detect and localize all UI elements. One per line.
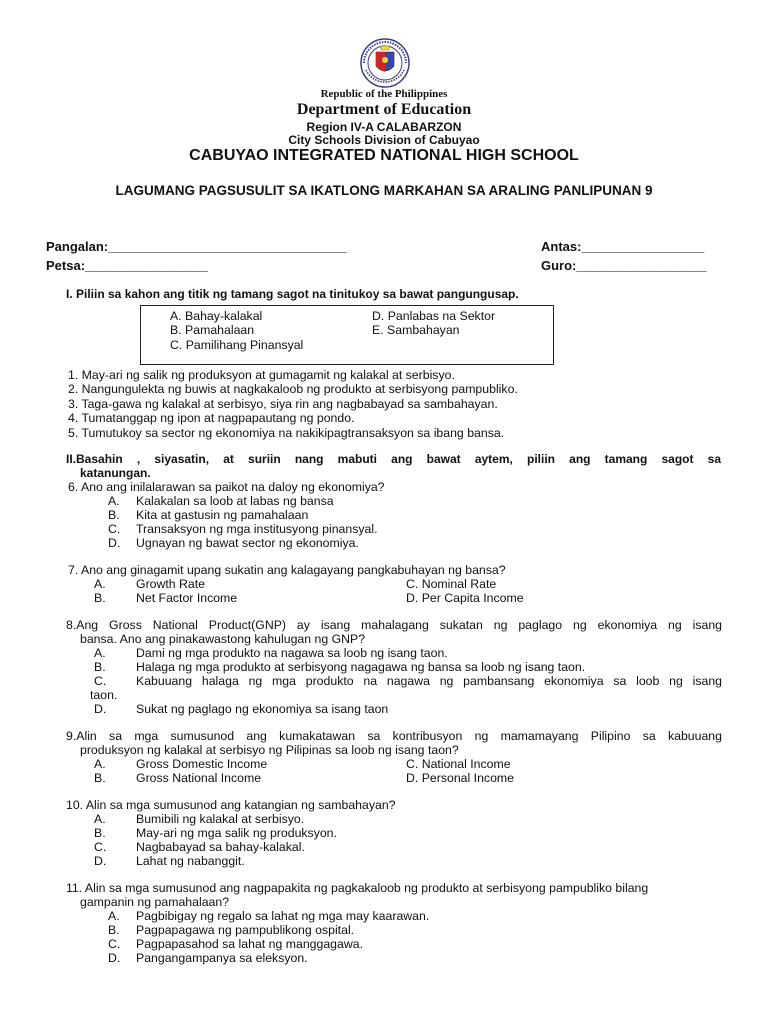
- q8-letter-a: A.: [94, 646, 106, 660]
- q9-option-a: Gross Domestic Income: [136, 757, 268, 771]
- choice-a: A. Bahay-kalakal: [170, 309, 263, 323]
- department-title: Department of Education: [296, 101, 472, 118]
- q9-letter-a: A.: [94, 757, 106, 771]
- choice-b: B. Pamahalaan: [170, 323, 255, 337]
- q10-option-c: Nagbabayad sa bahay-kalakal.: [136, 840, 305, 854]
- q6-option-b: Kita at gastusin ng pamahalaan: [136, 508, 309, 522]
- q8-letter-c: C.: [94, 674, 107, 688]
- q11-option-d: Pangangampanya sa eleksyon.: [136, 951, 308, 965]
- q7-stem: 7. Ano ang ginagamit upang sukatin ang kalagayang pangkabuhayan ng bansa?: [68, 563, 506, 577]
- item-3: 3. Taga-gawa ng kalakal at serbisyo, siya rin ang nagbabayad sa sambahayan.: [68, 397, 498, 411]
- item-4: 4. Tumatanggap ng ipon at nagpapautang ng pondo.: [68, 411, 355, 425]
- q7-option-a: Growth Rate: [136, 577, 206, 591]
- item-5: 5. Tumutukoy sa sector ng ekonomiya na nakikipagtransaksyon sa ibang bansa.: [68, 426, 505, 440]
- q8-option-c-line1: Kabuuang halaga ng mga produkto na nagawa ng pambansang ekonomiya sa loob ng isang: [136, 674, 722, 688]
- q8-option-d: Sukat ng paglago ng ekonomiya sa isang taon: [136, 702, 389, 716]
- q9-letter-b: B.: [94, 771, 106, 785]
- exam-title: LAGUMANG PAGSUSULIT SA IKATLONG MARKAHAN SA ARALING PANLIPUNAN 9: [115, 183, 653, 198]
- item-2: 2. Nangungulekta ng buwis at nagkakaloob ng produkto at serbisyong pampubliko.: [68, 382, 518, 396]
- q6-letter-a: A.: [108, 494, 120, 508]
- q10-letter-c: C.: [94, 840, 107, 854]
- q11-letter-d: D.: [108, 951, 121, 965]
- q9-stem-line2: produksyon ng kalakal at serbisyo ng Pilipinas sa loob ng isang taon?: [80, 743, 459, 757]
- q8-letter-d: D.: [94, 702, 107, 716]
- date-field[interactable]: Petsa:_________________: [46, 258, 208, 273]
- deped-seal-icon: [352, 38, 418, 88]
- choice-e: E. Sambahayan: [372, 323, 460, 337]
- q6-letter-d: D.: [108, 536, 121, 550]
- q10-letter-b: B.: [94, 826, 106, 840]
- q8-option-a: Dami ng mga produkto na nagawa sa loob ng isang taon.: [136, 646, 448, 660]
- q8-option-b: Halaga ng mga produkto at serbisyong nagagawa ng bansa sa loob ng isang taon.: [136, 660, 586, 674]
- q10-letter-a: A.: [94, 812, 106, 826]
- q11-stem-line1: 11. Alin sa mga sumusunod ang nagpapakita ng pagkakaloob ng produkto at serbisyong pampubliko bilang: [66, 881, 649, 895]
- q6-stem: 6. Ano ang inilalarawan sa paikot na daloy ng ekonomiya?: [68, 480, 385, 494]
- q11-option-c: Pagpapasahod sa lahat ng manggagawa.: [136, 937, 363, 951]
- q7-option-d: D. Per Capita Income: [406, 591, 524, 605]
- q6-option-d: Ugnayan ng bawat sector ng ekonomiya.: [136, 536, 359, 550]
- q9-stem-line1: 9.Alin sa mga sumusunod ang kumakatawan sa kontribusyon ng mamamayang Pilipino sa kabuuang: [66, 729, 722, 743]
- q10-option-b: May-ari ng mga salik ng produksyon.: [136, 826, 337, 840]
- section2-instruction-line1: II.Basahin , siyasatin, at suriin nang mabuti ang bawat aytem, piliin ang tamang sagot sa: [66, 452, 721, 466]
- q9-option-c: C. National Income: [406, 757, 511, 771]
- q7-letter-b: B.: [94, 591, 106, 605]
- q9-option-d: D. Personal Income: [406, 771, 514, 785]
- teacher-field[interactable]: Guro:__________________: [541, 258, 707, 273]
- section1-instruction: I. Piliin sa kahon ang titik ng tamang sagot na tinitukoy sa bawat pangungusap.: [66, 287, 519, 301]
- division-text: City Schools Division of Cabuyao: [288, 133, 480, 147]
- q11-stem-line2: gampanin ng pamahalaan?: [80, 895, 230, 909]
- q10-option-a: Bumibili ng kalakal at serbisyo.: [136, 812, 305, 826]
- section2-instruction-line2: katanungan.: [80, 466, 151, 480]
- q8-stem-line2: bansa. Ano ang pinakawastong kahulugan ng GNP?: [80, 632, 366, 646]
- q10-stem: 10. Alin sa mga sumusunod ang katangian ng sambahayan?: [66, 798, 396, 812]
- q10-option-d: Lahat ng nabanggit.: [136, 854, 245, 868]
- q8-stem-line1: 8.Ang Gross National Product(GNP) ay isang mahalagang sukatan ng paglago ng ekonomiya ng isang: [66, 618, 722, 632]
- q11-option-a: Pagbibigay ng regalo sa lahat ng mga may kaarawan.: [136, 909, 430, 923]
- grade-field[interactable]: Antas:_________________: [541, 239, 705, 254]
- q8-option-c-line2: taon.: [90, 688, 118, 702]
- q11-letter-a: A.: [108, 909, 120, 923]
- q6-option-c: Transaksyon ng mga institusyong pinansyal.: [136, 522, 378, 536]
- q8-letter-b: B.: [94, 660, 106, 674]
- q6-letter-c: C.: [108, 522, 121, 536]
- region-text: Region IV-A CALABARZON: [306, 120, 462, 134]
- q11-letter-b: B.: [108, 923, 120, 937]
- q10-letter-d: D.: [94, 854, 107, 868]
- name-field[interactable]: Pangalan:_________________________________: [46, 239, 347, 254]
- choice-c: C. Pamilihang Pinansyal: [170, 338, 304, 352]
- q11-letter-c: C.: [108, 937, 121, 951]
- item-1: 1. May-ari ng salik ng produksyon at gumagamit ng kalakal at serbisyo.: [68, 368, 455, 382]
- q7-option-c: C. Nominal Rate: [406, 577, 497, 591]
- q11-option-b: Pagpapagawa ng pampublikong ospital.: [136, 923, 355, 937]
- school-name: CABUYAO INTEGRATED NATIONAL HIGH SCHOOL: [189, 147, 579, 164]
- q9-option-b: Gross National Income: [136, 771, 262, 785]
- q6-letter-b: B.: [108, 508, 120, 522]
- republic-text: Republic of the Philippines: [320, 88, 448, 100]
- q7-option-b: Net Factor Income: [136, 591, 238, 605]
- q7-letter-a: A.: [94, 577, 106, 591]
- q6-option-a: Kalakalan sa loob at labas ng bansa: [136, 494, 334, 508]
- choice-d: D. Panlabas na Sektor: [372, 309, 496, 323]
